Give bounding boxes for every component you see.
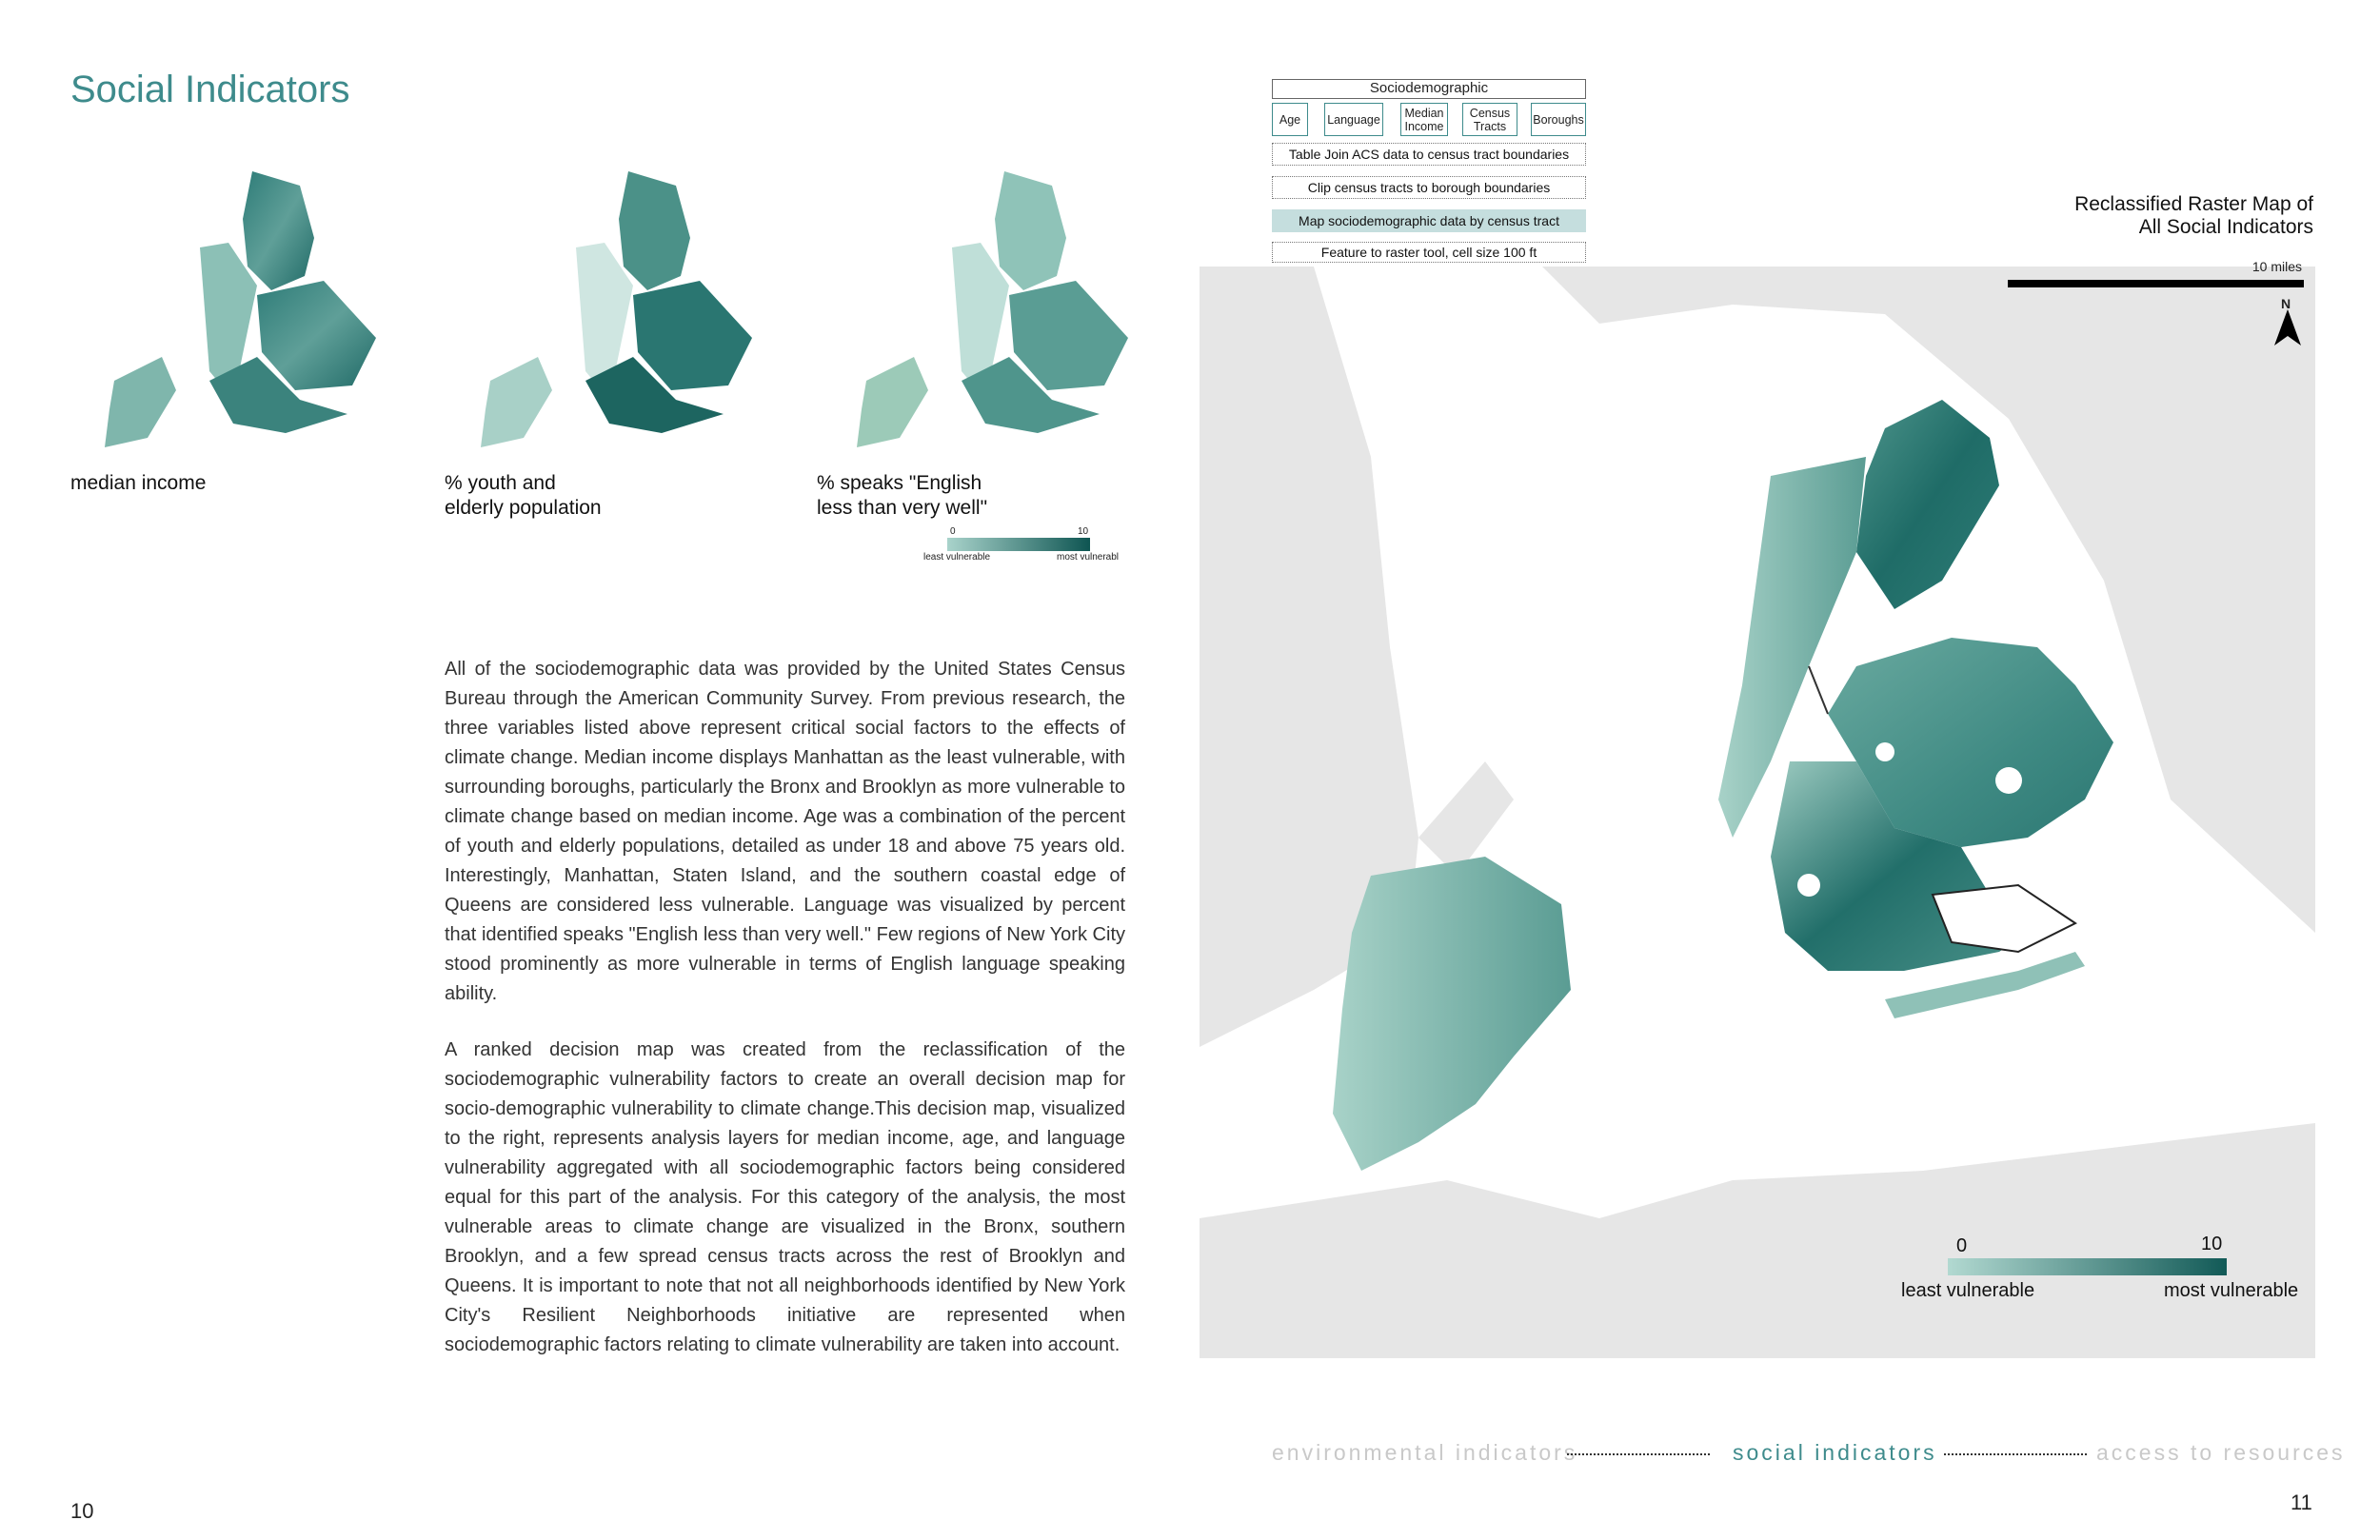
page-title: Social Indicators (70, 69, 350, 110)
small-legend-bar (947, 538, 1090, 551)
flow-step-map-data: Map sociodemographic data by census tract (1272, 209, 1586, 232)
flow-input-census-tracts: Census Tracts (1462, 103, 1517, 136)
reclassified-raster-map (1200, 267, 2315, 1358)
small-legend-max: 10 (1078, 526, 1089, 537)
main-legend-min: 0 (1956, 1235, 1968, 1256)
left-page-number: 10 (70, 1499, 94, 1523)
body-paragraph-2: A ranked decision map was created from the reclassification of the sociodemographic vulnerability factors to create an overall decision map for socio-demographic vulnerability to climate change.This decision map, visualized to the right, represents analysis layers for median income, age, and language vulnerability aggregated with all sociodemographic factors being considered equal for this part of the analysis. For this category of the analysis, the most vulnerable areas to climate change are visualized in the Bronx, southern Brooklyn, and a few spread census tracts across the rest of Brooklyn and Queens. It is important to note that not all neighborhoods identified by New York City's Resilient Neighborhoods initiative are represented when sociodemographic factors relating to climate vulnerability are taken into account. (445, 1039, 1125, 1355)
english-ability-map (819, 162, 1133, 447)
flow-input-language: Language (1324, 103, 1383, 136)
small-legend-high: most vulnerabl (1057, 552, 1120, 563)
small-legend-low: least vulnerable (923, 552, 991, 563)
scale-label: 10 miles (2251, 259, 2302, 274)
median-income-caption: median income (70, 472, 207, 494)
main-legend-bar (1948, 1258, 2227, 1275)
tab-access-to-resources[interactable]: access to resources (2096, 1440, 2346, 1465)
flow-header: Sociodemographic (1272, 79, 1586, 99)
flow-step-raster: Feature to raster tool, cell size 100 ft (1272, 242, 1586, 263)
footer-divider (1567, 1453, 1710, 1455)
english-ability-caption: % speaks "English less than very well" (817, 472, 988, 519)
tab-social-indicators[interactable]: social indicators (1733, 1440, 1937, 1465)
map-title: Reclassified Raster Map of All Social Indicators (2074, 193, 2313, 238)
main-legend-max: 10 (2201, 1234, 2223, 1254)
scale-bar (2008, 280, 2304, 287)
median-income-map (67, 162, 381, 447)
body-paragraph-1: All of the sociodemographic data was provided by the United States Census Bureau through the American Community Survey. From previous research, the three variables listed above represent critical social factors to the effects of climate change. Median income displays Manhattan as the least vulnerable, with surrounding boroughs, particularly the Bronx and Brooklyn as more vulnerable to climate change based on median income. Age was a combination of the percent of youth and elderly populations, detailed as under 18 and above 75 years old. Interestingly, Manhattan, Staten Island, and the southern coastal edge of Queens are considered less vulnerable. Language was visualized by percent that identified speaks "English less than very well." Few regions of New York City stood prominently as more vulnerable in terms of English language speaking ability. (445, 659, 1125, 1004)
small-legend-min: 0 (950, 526, 956, 537)
north-arrow-icon (2271, 296, 2305, 347)
footer-divider (1944, 1453, 2087, 1455)
main-legend-low: least vulnerable (1901, 1280, 2035, 1301)
main-legend-high: most vulnerable (2164, 1280, 2299, 1301)
flow-step-table-join: Table Join ACS data to census tract boundaries (1272, 143, 1586, 166)
flow-input-boroughs: Boroughs (1531, 103, 1586, 136)
north-label: N (2281, 296, 2291, 311)
youth-elderly-map (443, 162, 757, 447)
flow-input-median-income: Median Income (1400, 103, 1448, 136)
tab-environmental-indicators[interactable]: environmental indicators (1272, 1440, 1578, 1465)
flow-step-clip: Clip census tracts to borough boundaries (1272, 176, 1586, 199)
flow-input-age: Age (1272, 103, 1308, 136)
youth-elderly-caption: % youth and elderly population (445, 472, 602, 519)
right-page-number: 11 (2291, 1491, 2312, 1514)
